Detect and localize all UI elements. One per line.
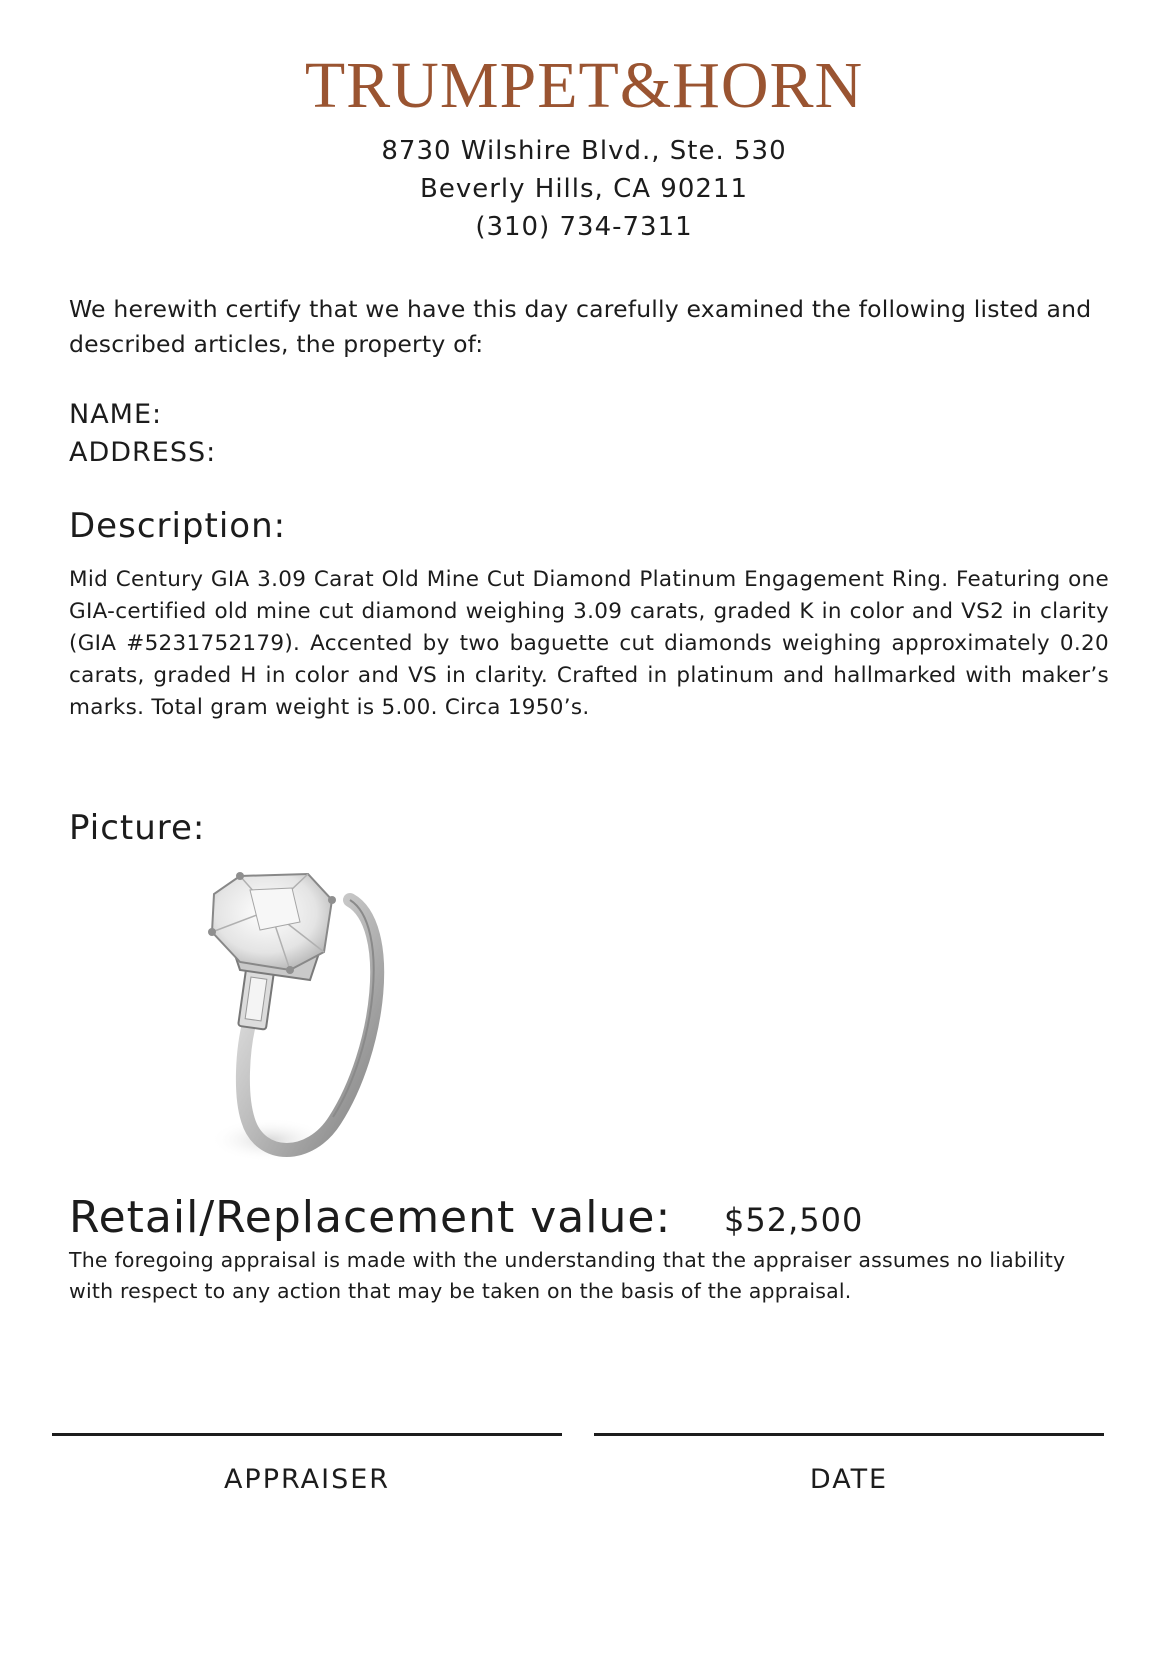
appraiser-label: APPRAISER bbox=[223, 1464, 391, 1495]
ring-photo bbox=[200, 870, 420, 1170]
store-address bbox=[0, 132, 1168, 246]
retail-value-label: Retail/Replacement value: bbox=[69, 1192, 672, 1243]
address-line-1: 8730 Wilshire Blvd., Ste. 530 bbox=[381, 136, 787, 166]
date-signature-line bbox=[594, 1433, 1104, 1436]
description-heading: Description: bbox=[69, 506, 287, 546]
certification-statement: We herewith certify that we have this day carefully examined the following listed and described articles, the property of: bbox=[69, 295, 1092, 358]
address-line-2: Beverly Hills, CA 90211 bbox=[420, 174, 748, 204]
brand-logo: TRUMPET&HORN bbox=[304, 49, 864, 122]
picture-heading: Picture: bbox=[69, 808, 206, 848]
date-label: DATE bbox=[809, 1464, 889, 1495]
appraiser-signature-line bbox=[52, 1433, 562, 1436]
name-label: NAME: bbox=[69, 399, 163, 430]
disclaimer-text: The foregoing appraisal is made with the understanding that the appraiser assumes no liability with respect to any action that may be taken on the basis of the appraisal. bbox=[69, 1248, 1066, 1303]
retail-value-amount: $52,500 bbox=[724, 1201, 864, 1239]
phone-number: (310) 734-7311 bbox=[475, 212, 693, 242]
description-text: Mid Century GIA 3.09 Carat Old Mine Cut Diamond Platinum Engagement Ring. Featuring one GIA-certified old mine cut diamond weighing 3.09 carats, graded K in color and VS2 in clarity (GIA #5231752179). Accented by two baguette cut diamonds weighing approximately 0.20 carats, graded H in color and VS in clarity. Crafted in platinum and hallmarked with maker’s marks. Total gram weight is 5.00. Circa 1950’s. bbox=[69, 567, 1109, 720]
address-label: ADDRESS: bbox=[69, 437, 217, 468]
